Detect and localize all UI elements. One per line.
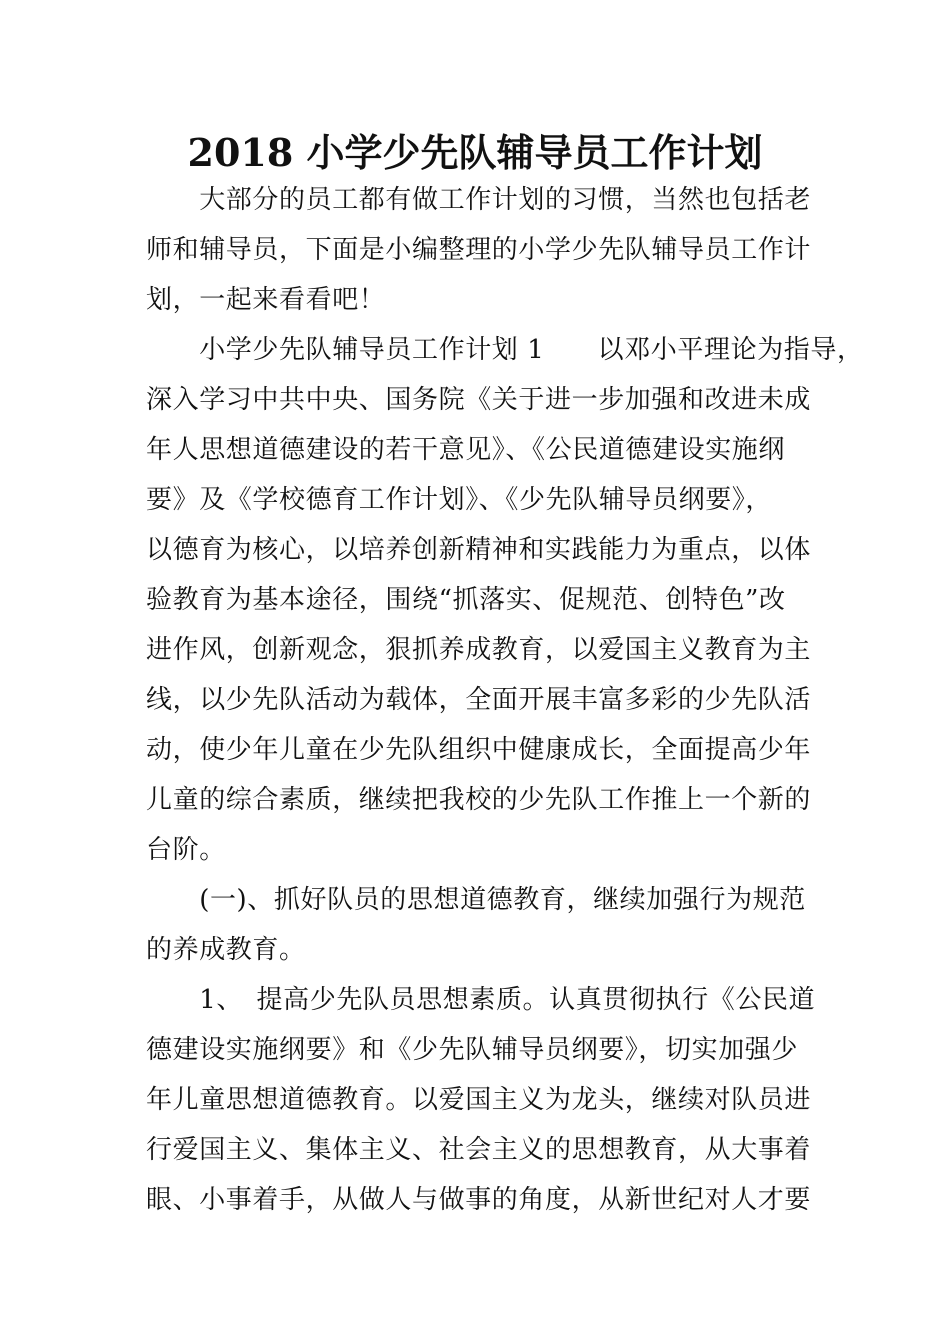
text-line: 大部分的员工都有做工作计划的习惯，当然也包括老 xyxy=(146,185,812,215)
text-line: 儿童的综合素质，继续把我校的少先队工作推上一个新的 xyxy=(146,785,812,815)
text-line: 眼、小事着手，从做人与做事的角度，从新世纪对人才要 xyxy=(146,1185,812,1215)
text-line: 行爱国主义、集体主义、社会主义的思想教育，从大事着 xyxy=(146,1135,812,1165)
text-line: 线，以少先队活动为载体，全面开展丰富多彩的少先队活 xyxy=(146,685,812,715)
text-line: 德建设实施纲要》和《少先队辅导员纲要》，切实加强少 xyxy=(146,1035,799,1065)
document-title: 2018 小学少先队辅导员工作计划 xyxy=(187,130,763,175)
text-line: 进作风，创新观念，狠抓养成教育，以爱国主义教育为主 xyxy=(146,635,812,665)
text-line: 以德育为核心，以培养创新精神和实践能力为重点，以体 xyxy=(146,535,812,565)
text-line: 年儿童思想道德教育。以爱国主义为龙头，继续对队员进 xyxy=(146,1085,812,1115)
text-line: 师和辅导员，下面是小编整理的小学少先队辅导员工作计 xyxy=(146,235,812,265)
text-line: 要》及《学校德育工作计划》、《少先队辅导员纲要》， xyxy=(146,485,773,515)
text-line: 的养成教育。 xyxy=(146,935,306,965)
text-line: 台阶。 xyxy=(146,835,226,865)
text-line: (一)、抓好队员的思想道德教育，继续加强行为规范 xyxy=(146,885,806,915)
text-line: 动，使少年儿童在少先队组织中健康成长，全面提高少年 xyxy=(146,735,812,765)
text-line: 深入学习中共中央、国务院《关于进一步加强和改进未成 xyxy=(146,385,812,415)
text-line: 划，一起来看看吧！ xyxy=(146,285,386,315)
text-line: 年人思想道德建设的若干意见》、《公民道德建设实施纲 xyxy=(146,435,786,465)
text-line: 小学少先队辅导员工作计划 1 以邓小平理论为指导， xyxy=(146,335,864,365)
text-line: 1、 提高少先队员思想素质。认真贯彻执行《公民道 xyxy=(146,985,816,1015)
text-line: 验教育为基本途径，围绕“抓落实、促规范、创特色”改 xyxy=(146,585,786,615)
